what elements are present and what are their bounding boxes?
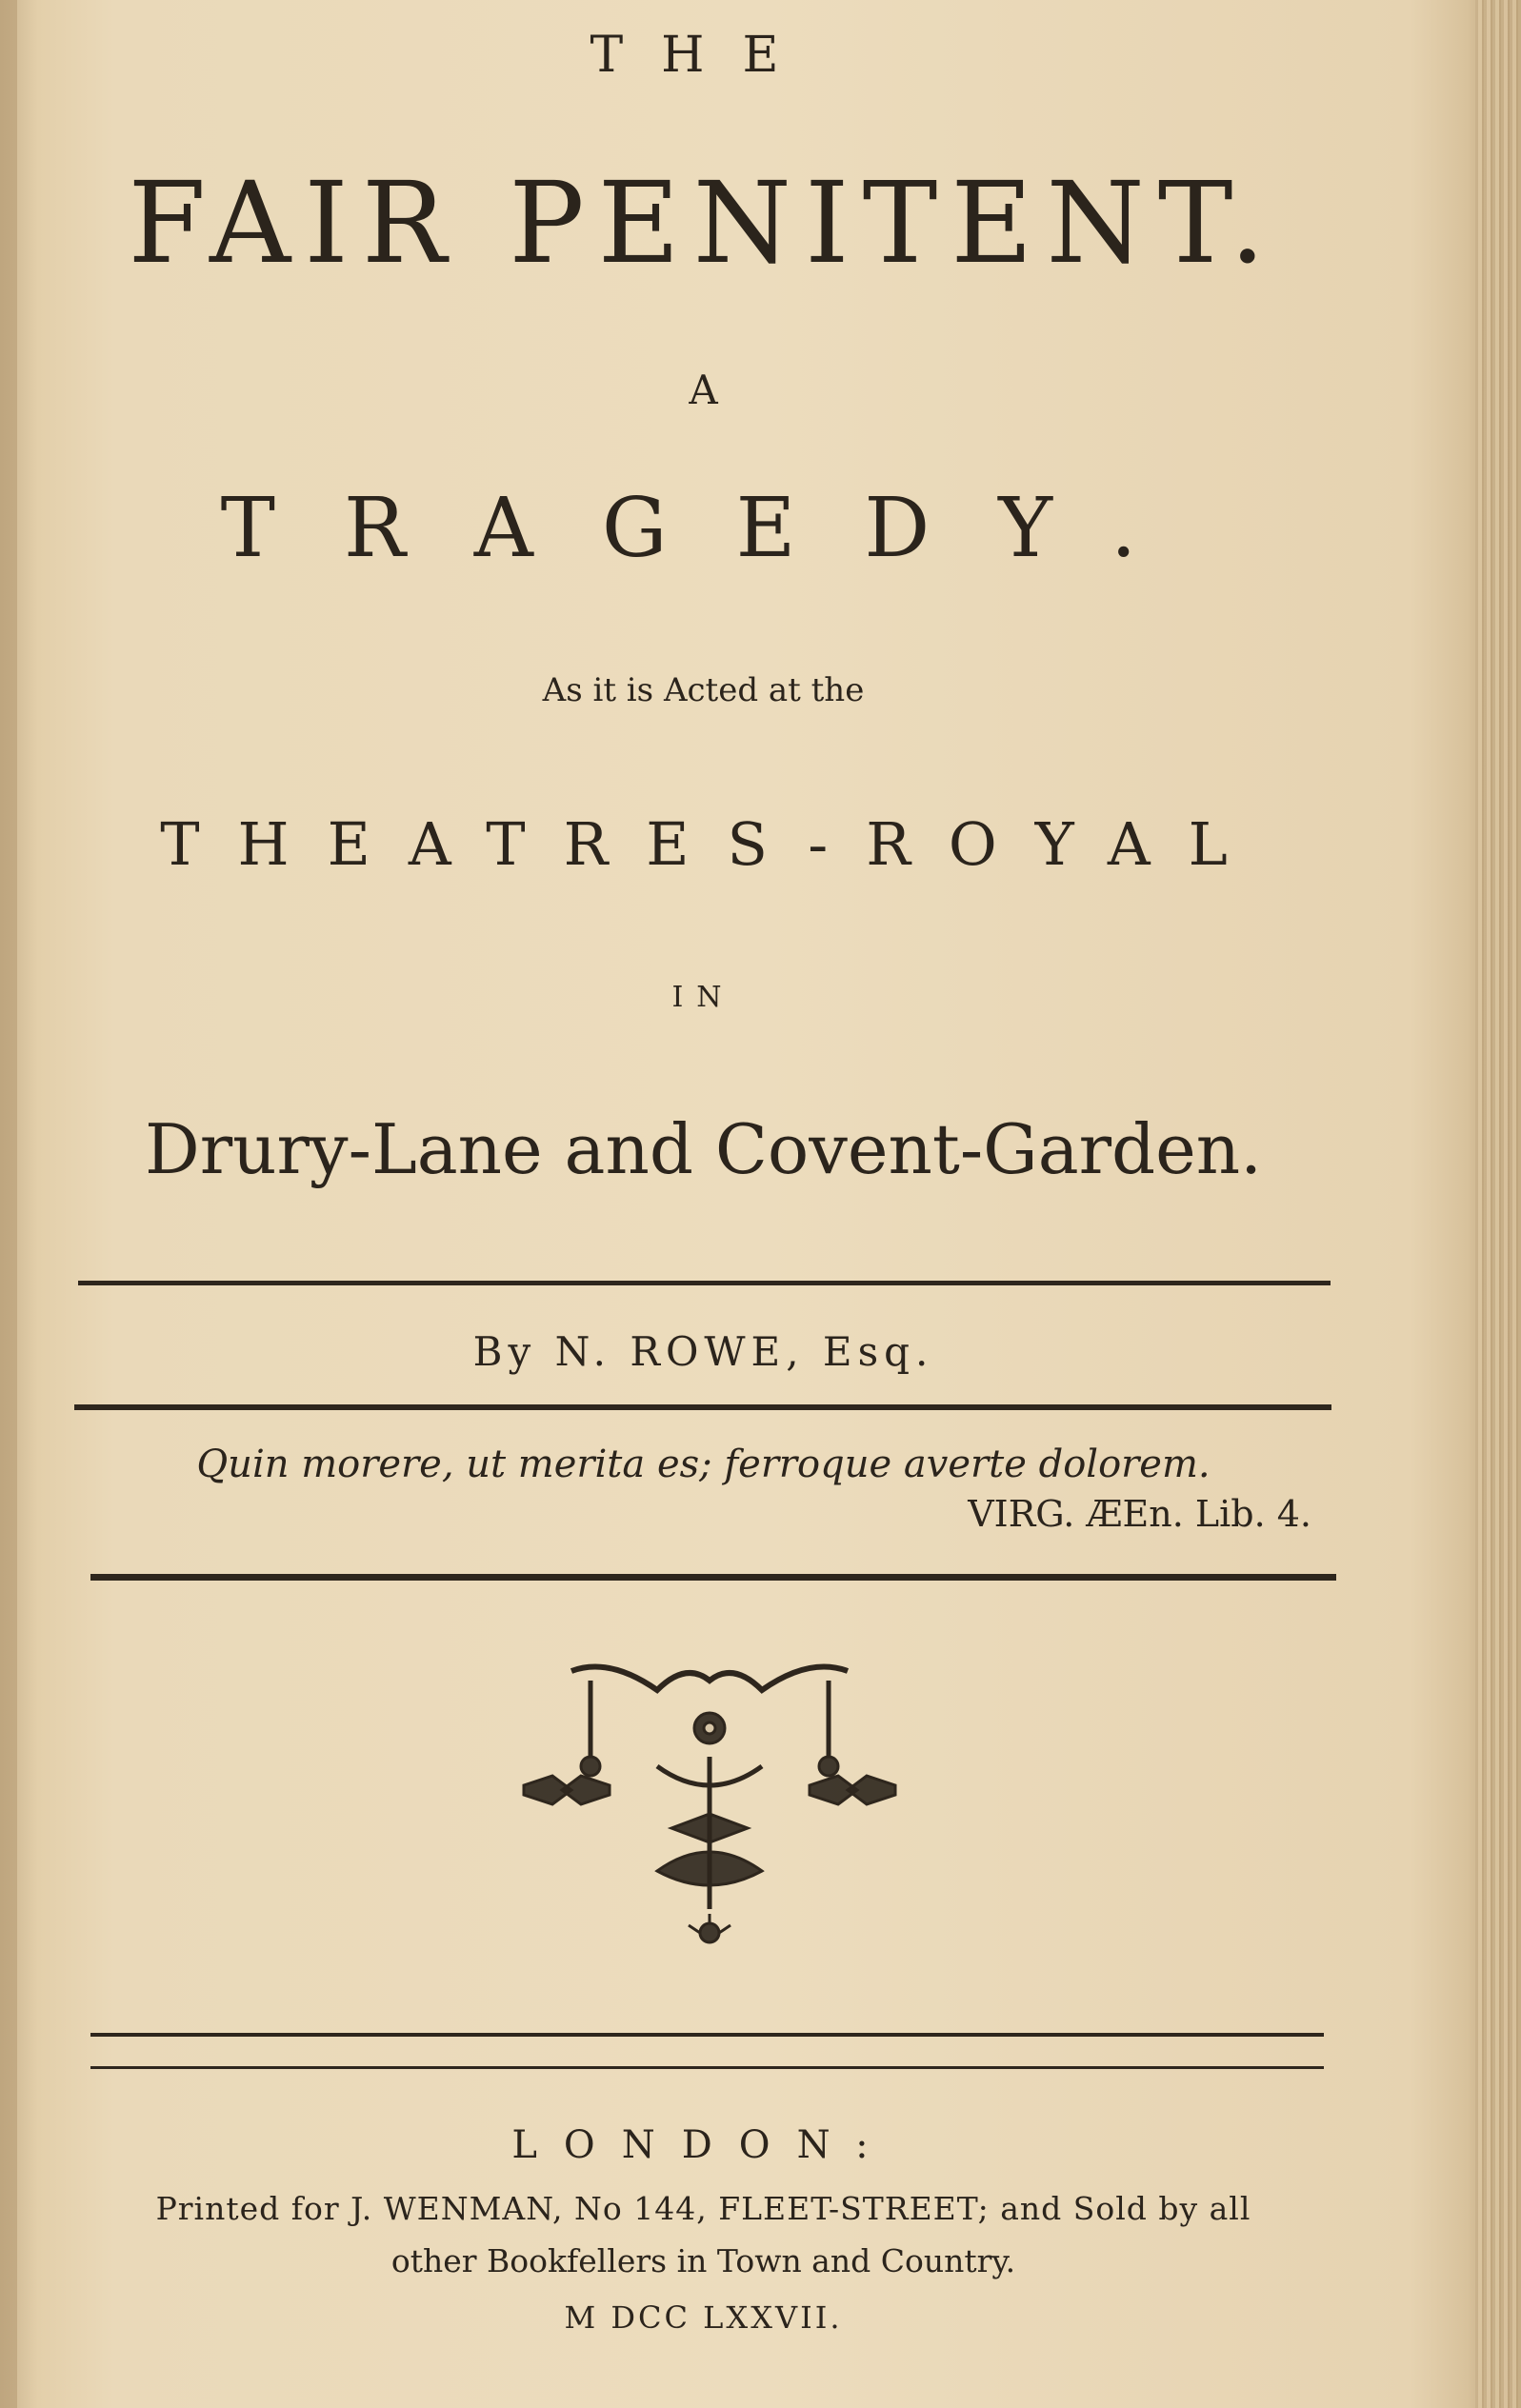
rule-bottom-2 xyxy=(90,2066,1324,2069)
in-word: IN xyxy=(671,981,735,1014)
theatre-name: THEATRES-ROYAL xyxy=(160,809,1266,879)
rule-mid xyxy=(90,1574,1336,1581)
printers-ornament xyxy=(514,1662,905,1947)
page-edges xyxy=(1475,0,1521,2408)
genre-title: TRAGEDY. xyxy=(220,481,1206,576)
venues: Drury-Lane and Covent-Garden. xyxy=(145,1109,1262,1189)
heading-the: THE xyxy=(590,27,817,84)
epigraph-source: VIRG. ÆEn. Lib. 4. xyxy=(968,1493,1311,1535)
rule-top-2 xyxy=(74,1404,1331,1410)
epigraph-quote: Quin morere, ut merita es; ferroque averte dolorem. xyxy=(196,1443,1211,1486)
imprint-line-1: Printed for J. WENMAN, No 144, FLEET-STREET; and Sold by all xyxy=(155,2190,1251,2227)
rule-bottom-1 xyxy=(90,2033,1324,2037)
imprint-city: LONDON: xyxy=(511,2123,895,2167)
play-title: FAIR PENITENT. xyxy=(128,157,1279,289)
author-line: By N. ROWE, Esq. xyxy=(472,1328,934,1375)
imprint-line-2: other Bookfellers in Town and Country. xyxy=(390,2242,1016,2279)
gutter-shadow xyxy=(0,0,17,2408)
article-a: A xyxy=(689,367,718,413)
imprint-date: M DCC LXXVII. xyxy=(564,2299,843,2336)
rule-top-1 xyxy=(78,1281,1331,1285)
acted-line: As it is Acted at the xyxy=(542,671,865,709)
